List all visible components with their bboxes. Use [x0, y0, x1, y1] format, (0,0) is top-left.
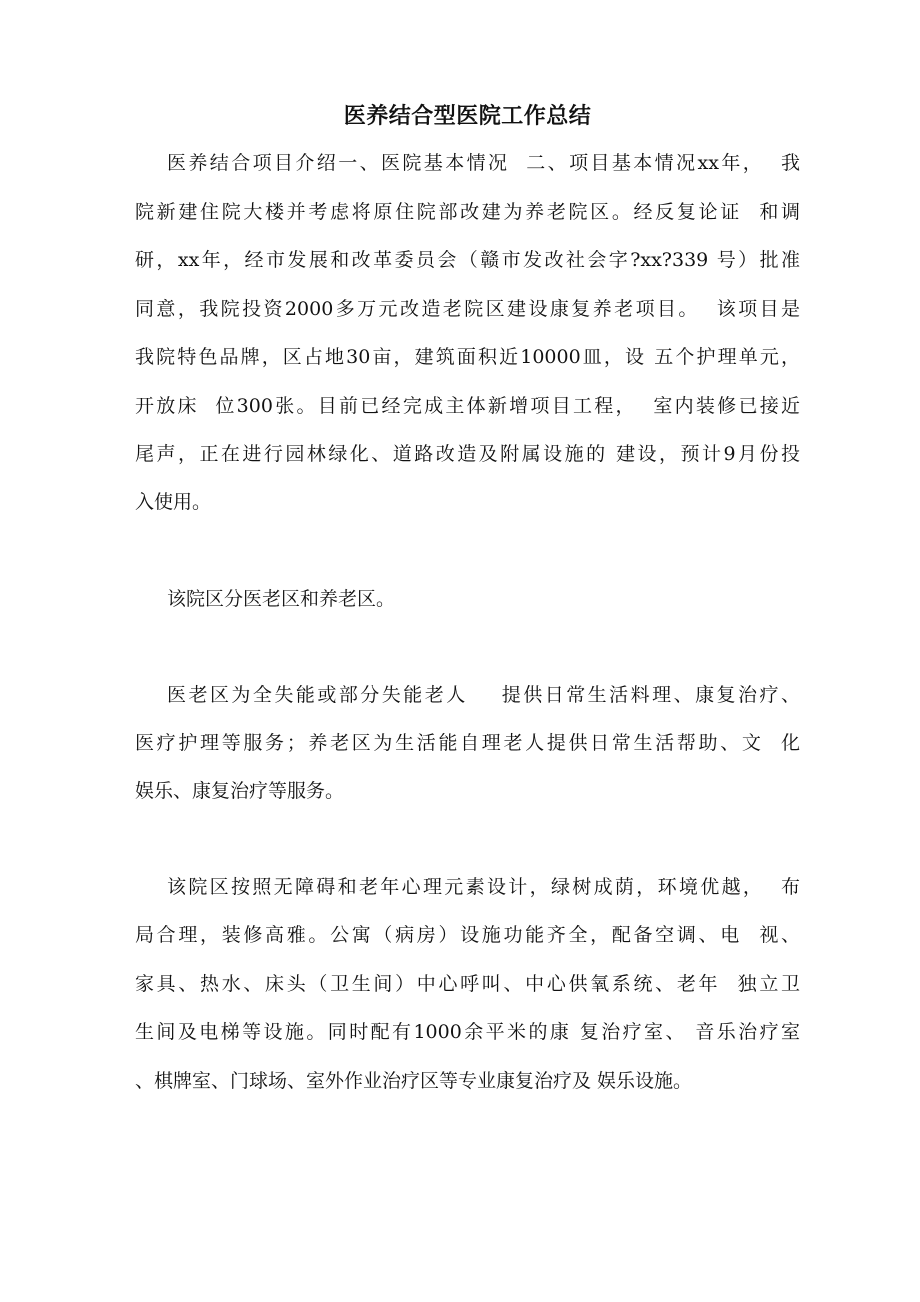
paragraph-line: 医养结合项目介绍一、医院基本情况 二、项目基本情况xx年， 我	[167, 152, 800, 174]
paragraph-line: 该院区按照无障碍和老年心理元素设计，绿树成荫，环境优越， 布	[167, 876, 800, 898]
paragraph-line: 局合理，装修高雅。公寓（病房）设施功能齐全，配备空调、电 视、	[135, 924, 800, 946]
paragraph-line: 娱乐、康复治疗等服务。	[135, 780, 345, 802]
document-title: 医养结合型医院工作总结	[343, 103, 592, 129]
paragraph-line: 该院区分医老区和养老区。	[167, 588, 396, 610]
paragraph-line: 院新建住院大楼并考虑将原住院部改建为养老院区。经反复论证 和调	[135, 201, 800, 223]
paragraph-line: 开放床 位300张。目前已经完成主体新增项目工程， 室内装修已接近	[135, 395, 800, 417]
paragraph-line: 同意，我院投资2000多万元改造老院区建设康复养老项目。 该项目是	[135, 298, 800, 320]
paragraph-line: 尾声，正在进行园林绿化、道路改造及附属设施的 建设，预计9月份投	[135, 443, 800, 465]
paragraph-line: 、棋牌室、门球场、室外作业治疗区等专业康复治疗及 娱乐设施。	[135, 1070, 693, 1092]
paragraph-line: 医老区为全失能或部分失能老人 提供日常生活料理、康复治疗、	[167, 684, 800, 706]
paragraph-line: 生间及电梯等设施。同时配有1000余平米的康 复治疗室、 音乐治疗室	[135, 1021, 800, 1043]
paragraph-line: 研，xx年，经市发展和改革委员会（赣市发改社会字?xx?339 号）批准	[135, 249, 800, 271]
paragraph-line: 入使用。	[135, 491, 212, 513]
paragraph-line: 医疗护理等服务；养老区为生活能自理老人提供日常生活帮助、文 化	[135, 732, 800, 754]
paragraph-line: 我院特色品牌，区占地30亩，建筑面积近10000皿，设 五个护理单元，	[135, 346, 800, 368]
paragraph-line: 家具、热水、床头（卫生间）中心呼叫、中心供氧系统、老年 独立卫	[135, 973, 800, 995]
